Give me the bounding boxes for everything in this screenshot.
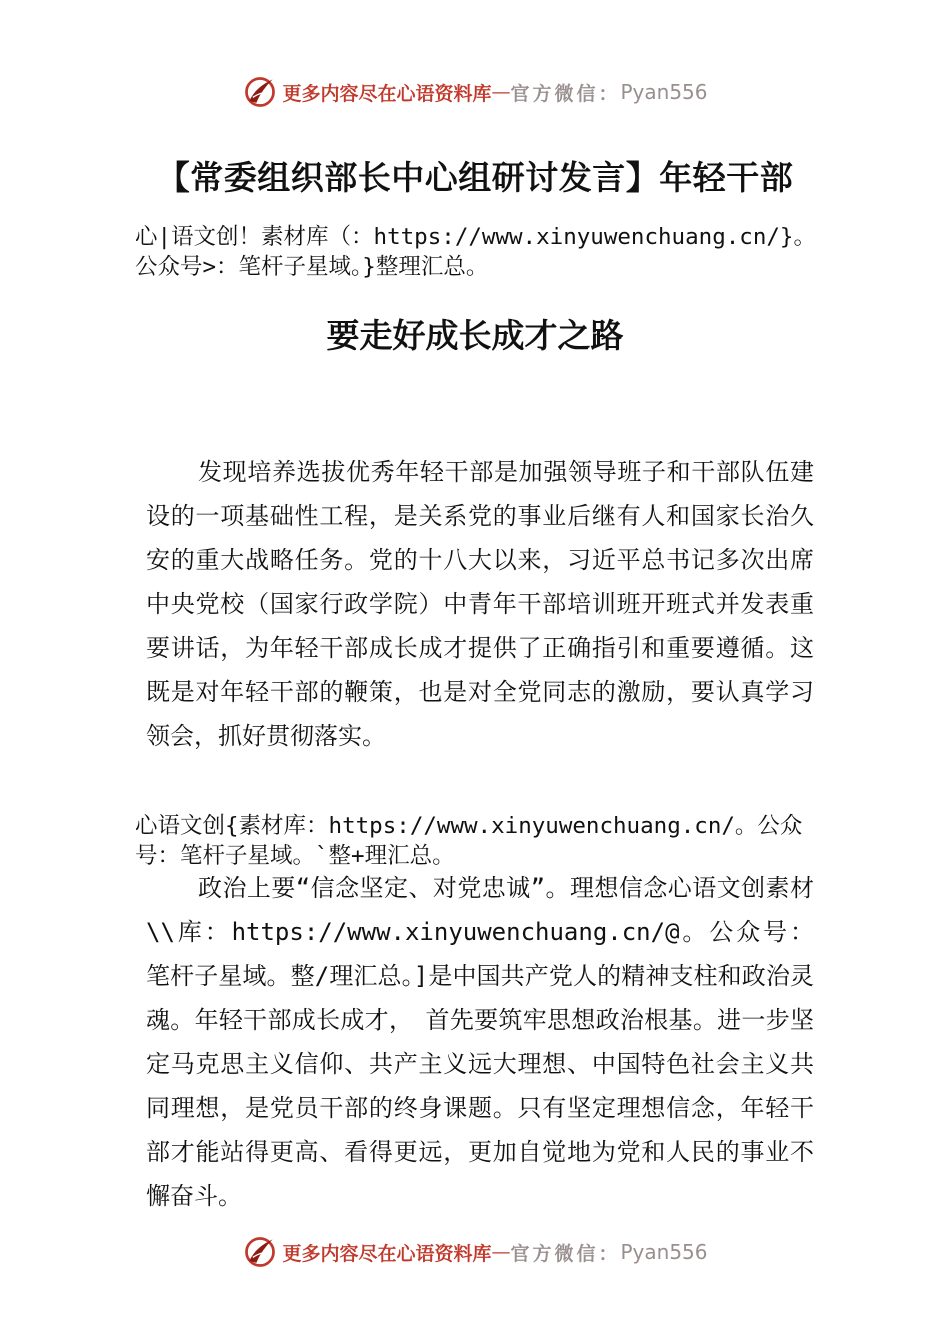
document-title: 【常委组织部长中心组研讨发言】年轻干部: [156, 158, 794, 197]
brand-logo-icon: [242, 74, 278, 110]
footer-banner: [0, 1232, 950, 1272]
banner-dash: —: [491, 81, 511, 103]
source-note: 心|语文创！素材库（：https://www.xinyuwenchuang.cn/}。公众号>：笔杆子星域。}整理汇总。: [135, 224, 816, 280]
banner-site-text: 更多内容尽在心语资料库: [282, 1242, 492, 1265]
source-note: 心语文创{素材库：https://www.xinyuwenchuang.cn/。公众号：笔杆子星域。`整+理汇总。: [135, 813, 803, 869]
brand-logo-icon: [242, 1234, 278, 1270]
banner-account-id: Pyan556: [620, 80, 708, 104]
header-banner: [0, 72, 950, 112]
document-subtitle: 要走好成长成才之路: [326, 316, 624, 355]
banner-account-id: Pyan556: [620, 1240, 708, 1264]
body-paragraph: 发现培养选拔优秀年轻干部是加强领导班子和干部队伍建设的一项基础性工程，是关系党的事业后继有人和国家长治久安的重大战略任务。党的十八大以来，习近平总书记多次出席中央党校（国家行政学院）中青年干部培训班开班式并发表重要讲话，为年轻干部成长成才提供了正确指引和重要遵循。这既是对年轻干部的鞭策，也是对全党同志的激励，要认真学习领会，抓好贯彻落实。: [146, 458, 814, 750]
banner-wechat-label: 官方微信：: [510, 1242, 621, 1265]
banner-site-text: 更多内容尽在心语资料库: [282, 82, 492, 105]
banner-wechat-label: 官方微信：: [510, 82, 621, 105]
banner-dash: —: [491, 1241, 511, 1263]
body-paragraph: 政治上要“信念坚定、对党忠诚”。理想信念心语文创素材\\库：https://www.xinyuwenchuang.cn/@。公众号：笔杆子星域。整/理汇总。]是中国共产党人的精神支柱和政治灵魂。年轻干部成长成才， 首先要筑牢思想政治根基。进一步坚定马克思主义信仰、共产主义远大理想、中国特色社会主义共同理想，是党员干部的终身课题。只有坚定理想信念，年轻干部才能站得更高、看得更远，更加自觉地为党和人民的事业不懈奋斗。: [146, 874, 814, 1210]
